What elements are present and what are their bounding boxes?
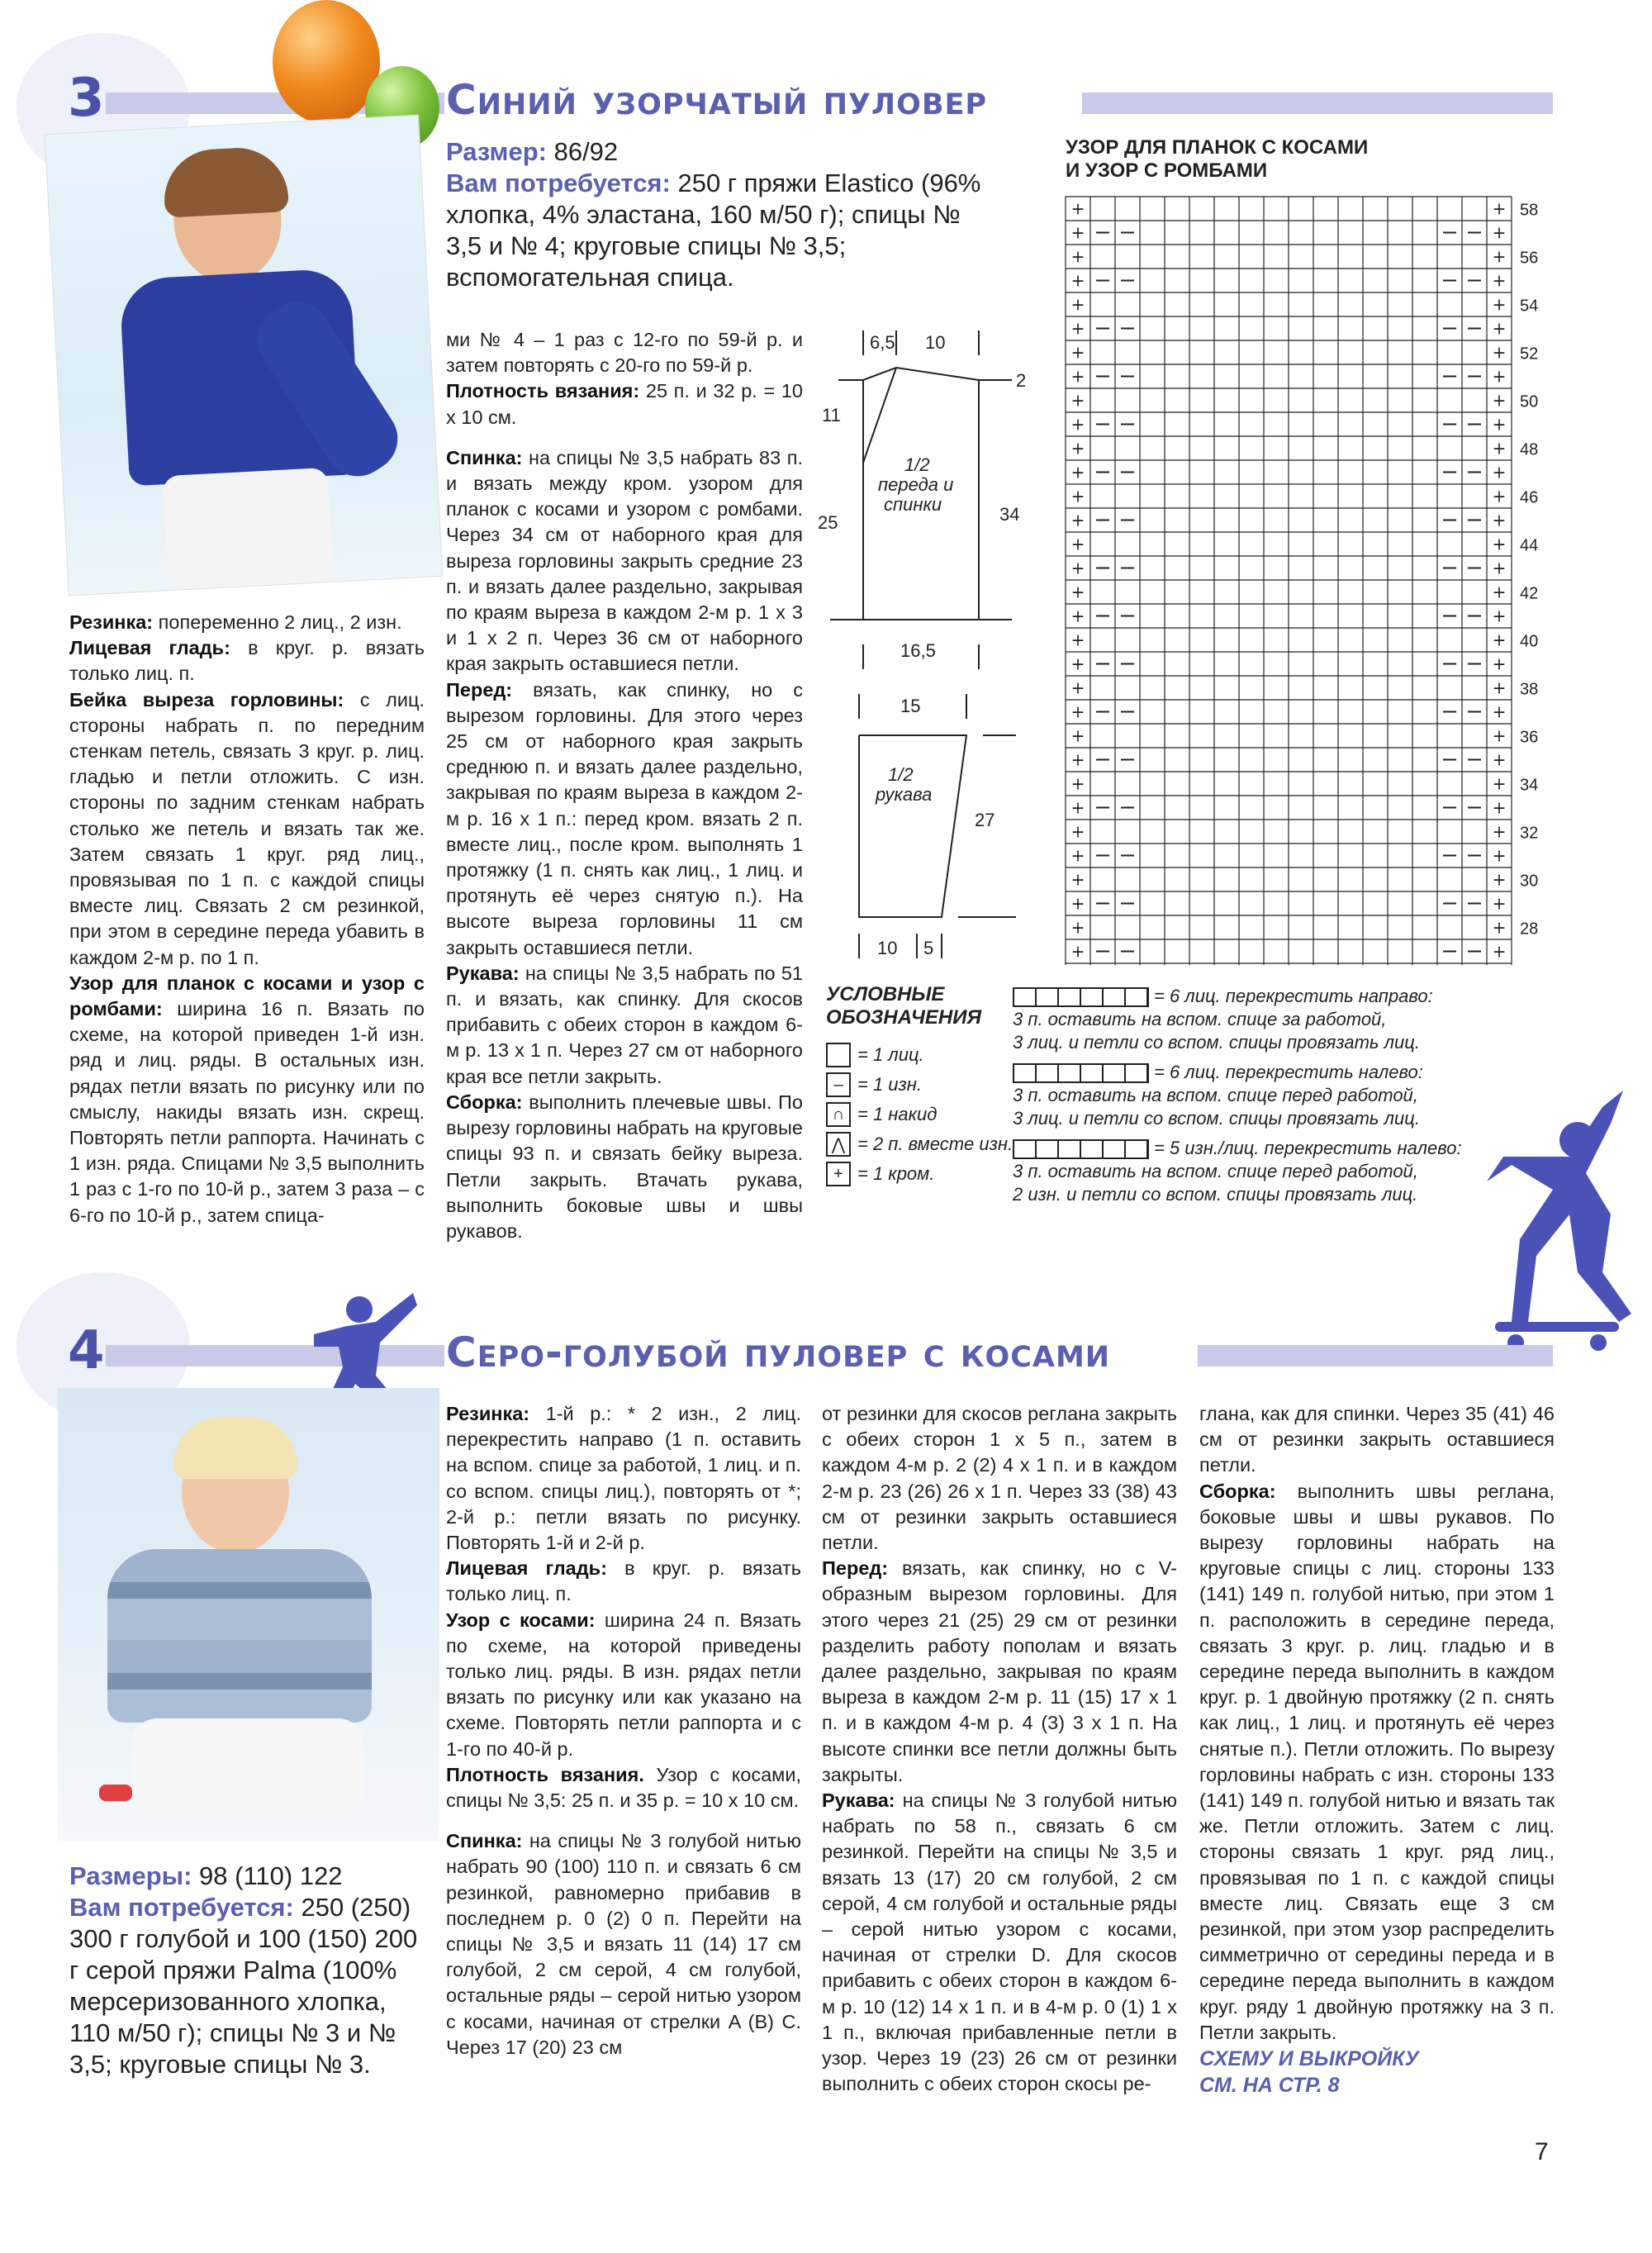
chart-row-label: 38 — [1520, 680, 1539, 699]
paragraph: Плотность вязания. Узор с косами, спицы № 3,5: 25 п. и 35 р. = 10 х 10 см. — [446, 1763, 801, 1812]
schematic-front — [814, 322, 1037, 669]
size-value: 98 (110) 122 — [192, 1861, 343, 1890]
chart-edge-stitch: + — [1070, 630, 1085, 650]
dim-h-neck: 11 — [822, 405, 841, 425]
chart-row-label: 40 — [1520, 632, 1539, 651]
paragraph: Резинка: попеременно 2 лиц., 2 изн. — [69, 611, 402, 633]
chart-edge-stitch: + — [1492, 318, 1507, 339]
schematic-sleeve — [851, 686, 1032, 967]
cross-legend-line: = 5 изн./лиц. перекрестить налево: — [1154, 1138, 1462, 1158]
section-bar-right — [1198, 1345, 1553, 1367]
chart-edge-stitch: + — [1070, 606, 1085, 626]
chart-edge-stitch: + — [1492, 558, 1507, 578]
chart-edge-stitch: + — [1492, 701, 1507, 722]
size-label: Размеры: — [69, 1861, 192, 1890]
cross-legend-line: 2 изн. и петли со вспом. спицы провязать лиц. — [1013, 1184, 1418, 1205]
dim-top: 15 — [900, 696, 921, 716]
chart-row-label: 56 — [1520, 249, 1539, 268]
chart-row-label: 54 — [1520, 297, 1539, 316]
chart-edge-stitch: + — [1070, 869, 1085, 890]
white-pants — [163, 468, 334, 592]
chart-edge-stitch: + — [1070, 510, 1085, 530]
chart-edge-stitch: + — [1070, 725, 1085, 746]
chart-edge-stitch: + — [1492, 725, 1507, 746]
legend-text: = 1 накид — [857, 1104, 938, 1124]
dim-bottom: 16,5 — [900, 640, 936, 661]
paragraph: Узор для планок с косами и узор с ромбами: ширина 16 п. Вязать по схеме, на которой приведен 1-й изн. ряд и лиц. ряды. В остальных изн. рядах петли вязать по рисунку или по смыслу, накиды вязать изн. скрещ. Повторять петли раппорта. Начинать с 1 изн. ряда. Спицами № 3,5 выполнить 1 раз с 1-го по 10-й р., затем 3 раза – с 6-го по 10-й р., затем спица- — [69, 972, 425, 1226]
chart-edge-stitch: + — [1492, 222, 1507, 243]
dim-w2: 10 — [925, 332, 946, 353]
chart-edge-stitch: + — [1492, 366, 1507, 387]
chart-edge-stitch: + — [1070, 342, 1085, 363]
legend-item — [826, 1102, 937, 1127]
legend-symbol-icon: ⋀ — [826, 1132, 851, 1157]
chart-edge-stitch: + — [1492, 534, 1507, 554]
paragraph: Плотность вязания: 25 п. и 32 р. = 10 х 10 см. — [446, 380, 803, 428]
schematic-label: 1/2 переда и спинки — [878, 454, 954, 515]
paragraph: Рукава: на спицы № 3 голубой нитью набрать по 58 п., связать 6 см резинкой. Перейти на спицы № 3,5 и вязать 13 (17) 20 см голубой, 2 см серой, 4 см голубой и остальные ряды – серой нитью узором с косами, начиная от стрелки D. Для скосов прибавить с обеих сторон в каждом 6-м р. 10 (12) 14 х 1 п. и в 4-м р. 0 (1) 1 х 1 п., включая прибавленные петли в узор. Через 19 (23) 26 см от резинки выполнить с обеих сторон скосы ре- — [822, 1790, 1177, 2095]
need-value: 250 (250) 300 г голубой и 100 (150) 200 г серой пряжи Palma (100% мерсеризованного хлопка, 110 м/50 г); спицы № 3 и № 3,5; круговые спицы № 3. — [69, 1893, 418, 2079]
skater-silhouette-icon — [1479, 1074, 1644, 1371]
chart-edge-stitch: + — [1492, 510, 1507, 530]
chart-edge-stitch: + — [1492, 270, 1507, 291]
chart-edge-stitch: + — [1070, 318, 1085, 339]
legend-symbol-icon: – — [826, 1072, 851, 1097]
page-number: 7 — [1535, 2138, 1549, 2165]
cross-legend-line: 3 лиц. и петли со вспом. спицы провязать лиц. — [1013, 1032, 1420, 1053]
chart-row-label: 46 — [1520, 488, 1539, 507]
cross-legend-line: 3 лиц. и петли со вспом. спицы провязать лиц. — [1013, 1108, 1420, 1129]
chart-edge-stitch: + — [1492, 845, 1507, 866]
cross-legend-line: 3 п. оставить на вспом. спице перед работой, — [1013, 1085, 1418, 1105]
dim-h-body: 25 — [818, 512, 838, 533]
schema-note: СХЕМУ И ВЫКРОЙКУ СМ. НА СТР. 8 — [1199, 2047, 1419, 2097]
legend-symbol-icon — [826, 1043, 851, 1067]
paragraph: Спинка: на спицы № 3 голубой нитью набрать 90 (100) 110 п. и связать 6 см резинкой, равномерно прибавив в последнем р. 0 (2) 0 п. Перейти на спицы № 3,5 и вязать 11 (14) 17 см голубой, 2 см серой, 4 см голубой, остальные ряды – серой нитью узором с косами, начиная от стрелки A (B) C. Через 17 (20) 23 см — [446, 1830, 801, 2058]
chart-edge-stitch: + — [1492, 294, 1507, 315]
paragraph: Лицевая гладь: в круг. р. вязать только лиц. п. — [446, 1557, 801, 1605]
paragraph: от резинки для скосов реглана закрыть с обеих сторон 1 х 5 п., затем в каждом 4-м р. 2 (2) 4 х 1 п. и в каждом 2-м р. 23 (26) 26 х 1 п. Через 33 (38) 43 см от резинки закрыть оставшиеся петли. — [822, 1403, 1177, 1554]
photo-blue-sweater — [45, 115, 444, 597]
chart-edge-stitch: + — [1070, 845, 1085, 866]
chart-edge-stitch: + — [1070, 797, 1085, 818]
white-pants — [132, 1718, 363, 1818]
chart-row-label: 36 — [1520, 728, 1539, 747]
pattern-heading: УЗОР ДЛЯ ПЛАНОК С КОСАМИ И УЗОР С РОМБАМИ — [1066, 136, 1369, 182]
chart-edge-stitch: + — [1070, 677, 1085, 698]
chart-edge-stitch: + — [1070, 270, 1085, 291]
legend-title: УСЛОВНЫЕ ОБОЗНАЧЕНИЯ — [826, 983, 981, 1029]
toy-car-icon — [99, 1785, 132, 1801]
paragraph: Сборка: выполнить швы реглана, боковые швы и швы рукавов. По вырезу горловины набрать на круговые спицы с лиц. стороны 133 (141) 149 п. голубой нитью, при этом 1 п. расположить в середине переда, связать 3 круг. р. лиц. гладью и в середине переда выполнить в каждом круг. р. 1 двойную протяжку (2 п. снять как лиц., 1 лиц. и протянуть её через снятые п.). Петли отложить. По вырезу горловины набрать с изн. стороны 133 (141) 149 п. голубой нитью и вязать так же. Петли отложить. Затем с лиц. стороны связать 1 круг. ряд лиц., провязывая по 1 п. с каждой спицы вместе лиц. Связать еще 3 см резинкой, при этом узор распределить симметрично от середины переда и в середине переда выполнить в каждом круг. ряду 1 двойную протяжку на 3 п. Петли закрыть. — [1199, 1480, 1555, 2043]
cable-symbol-icon — [1013, 1063, 1149, 1083]
chart-edge-stitch: + — [1070, 941, 1085, 962]
child-hair — [162, 145, 289, 218]
chart-edge-stitch: + — [1070, 701, 1085, 722]
chart-edge-stitch: + — [1492, 342, 1507, 363]
section-bar-right — [1082, 93, 1553, 114]
photo-grey-blue-sweater — [58, 1388, 439, 1841]
dim-b2: 5 — [923, 938, 934, 958]
chart-edge-stitch: + — [1492, 630, 1507, 650]
cross-legend-item — [1013, 985, 1433, 1054]
chart-edge-stitch: + — [1492, 677, 1507, 698]
paragraph: Перед: вязать, как спинку, но с V-образным вырезом горловины. Для этого через 21 (25) 29 см от резинки разделить работу пополам и вязать далее раздельно, закрывая по краям выреза в каждом 2-м р. 11 (15) 17 х 1 п. и в каждом 4-м р. 4 (3) 3 х 1 п. На высоте спинки все петли должны быть закрыты. — [822, 1557, 1177, 1785]
chart-edge-stitch: + — [1070, 294, 1085, 315]
dim-w1: 6,5 — [870, 332, 895, 353]
chart-row-label: 52 — [1520, 345, 1539, 364]
cross-legend-item — [1013, 1137, 1462, 1206]
chart-edge-stitch: + — [1070, 654, 1085, 674]
chart-edge-stitch: + — [1492, 390, 1507, 411]
chart-edge-stitch: + — [1070, 414, 1085, 435]
chart-edge-stitch: + — [1070, 486, 1085, 506]
paragraph: Резинка: 1-й р.: * 2 изн., 2 лиц. перекрестить направо (1 п. оставить на вспом. спице за работой, 1 лиц. и п. со вспом. спицы лиц.), повторять от *; 2-й р.: петли вязать по рисунку. Повторять 1-й и 2-й р. — [446, 1403, 801, 1554]
legend-text: = 1 лиц. — [857, 1044, 924, 1065]
legend-item — [826, 1162, 934, 1186]
section-number: 4 — [68, 1320, 105, 1381]
text-column-3 — [1199, 1401, 1555, 2046]
legend-item — [826, 1072, 922, 1097]
pattern-chart — [1049, 188, 1569, 965]
chart-row-label: 44 — [1520, 536, 1539, 555]
text-column-middle — [446, 327, 803, 1244]
chart-row-label: 28 — [1520, 920, 1539, 939]
dim-h-small: 2 — [1016, 370, 1027, 391]
need-label: Вам потребуется: — [69, 1893, 294, 1922]
chart-edge-stitch: + — [1070, 558, 1085, 578]
cable-symbol-icon — [1013, 1139, 1149, 1159]
chart-edge-stitch: + — [1492, 773, 1507, 794]
need-label: Вам потребуется: — [446, 169, 671, 197]
chart-row-label: 42 — [1520, 584, 1539, 603]
legend-text: = 2 п. вместе изн. — [857, 1134, 1014, 1154]
text-column-left — [69, 610, 425, 1229]
grey-blue-sweater — [107, 1549, 372, 1723]
chart-edge-stitch: + — [1492, 246, 1507, 267]
legend-text: = 1 кром. — [857, 1163, 935, 1184]
chart-edge-stitch: + — [1492, 797, 1507, 818]
chart-row-label: 32 — [1520, 824, 1539, 843]
chart-edge-stitch: + — [1070, 821, 1085, 842]
chart-row-label: 30 — [1520, 872, 1539, 891]
chart-edge-stitch: + — [1070, 438, 1085, 459]
chart-row-label: 48 — [1520, 440, 1539, 459]
chart-edge-stitch: + — [1492, 582, 1507, 602]
paragraph: Рукава: на спицы № 3,5 набрать по 51 п. и вязать, как спинку. Для скосов прибавить с обеих сторон в каждом 6-м р. 13 х 1 п. Через 27 см от наборного края все петли закрыть. — [446, 962, 803, 1087]
chart-edge-stitch: + — [1492, 414, 1507, 435]
legend-item — [826, 1043, 924, 1067]
chart-edge-stitch: + — [1492, 198, 1507, 219]
chart-edge-stitch: + — [1492, 917, 1507, 938]
chart-edge-stitch: + — [1070, 773, 1085, 794]
chart-edge-stitch: + — [1070, 893, 1085, 914]
chart-edge-stitch: + — [1070, 917, 1085, 938]
cross-legend-line: 3 п. оставить на вспом. спице перед работой, — [1013, 1161, 1418, 1181]
chart-edge-stitch: + — [1070, 222, 1085, 243]
cross-legend-item — [1013, 1061, 1423, 1130]
section-title: Серо-голубой пуловер с косами — [446, 1329, 1111, 1376]
paragraph: глана, как для спинки. Через 35 (41) 46 см от резинки закрыть оставшиеся петли. — [1199, 1403, 1555, 1476]
text-column-1 — [446, 1401, 801, 2060]
chart-edge-stitch: + — [1070, 366, 1085, 387]
paragraph: Лицевая гладь: в круг. р. вязать только лиц. п. — [69, 637, 425, 685]
cross-legend-line: = 6 лиц. перекрестить направо: — [1154, 986, 1433, 1006]
legend-item — [826, 1132, 1013, 1157]
chart-edge-stitch: + — [1492, 438, 1507, 459]
chart-row-label: 58 — [1520, 201, 1539, 220]
text-column-2 — [822, 1401, 1177, 2097]
chart-edge-stitch: + — [1492, 749, 1507, 770]
dim-b1: 10 — [877, 938, 898, 958]
chart-row-label: 34 — [1520, 776, 1539, 795]
chart-edge-stitch: + — [1492, 462, 1507, 482]
sleeve-label: 1/2 рукава — [876, 764, 933, 805]
cross-legend-line: = 6 лиц. перекрестить налево: — [1154, 1062, 1423, 1082]
size-label: Размер: — [446, 137, 547, 166]
intro-block — [69, 1861, 433, 2080]
chart-edge-stitch: + — [1070, 390, 1085, 411]
paragraph: Перед: вязать, как спинку, но с вырезом горловины. Для этого через 25 см от наборного края закрыть среднюю п. и вязать далее раздельно, закрывая по краям выреза в каждом 2-м р. 16 х 1 п.: перед кром. вязать 2 п. вместе лиц., после кром. выполнять 1 протяжку (1 п. снять как лиц., 1 лиц. и протянуть её через снятую п.). На высоте выреза горловины 11 см закрыть оставшиеся петли. — [446, 678, 803, 958]
chart-edge-stitch: + — [1492, 486, 1507, 506]
need-value: 250 г пряжи Elastico (96% хлопка, 4% эластана, 160 м/50 г); спицы № 3,5 и № 4; круговые спицы № 3,5; вспомогательная спица. — [446, 169, 981, 292]
balloon-orange-icon — [273, 0, 380, 124]
legend-symbol-icon: ∩ — [826, 1102, 851, 1127]
legend-text: = 1 изн. — [857, 1074, 922, 1095]
paragraph: Бейка выреза горловины: с лиц. стороны набрать п. по передним стенкам петель, связать 3 круг. р. лиц. гладью и петли отложить. С изн. стороны по задним стенкам набрать столько же петель и вязать так же. Затем связать 1 круг. ряд лиц., провязывая по 1 п. с каждой спицы вместе лиц. Связать 2 см резинкой, при этом в середине переда убавить в каждом 2-м р. по 1 п. — [69, 688, 425, 968]
legend-symbol-icon: + — [826, 1162, 851, 1186]
paragraph: Узор с косами: ширина 24 п. Вязать по схеме, на которой приведены только лиц. ряды. В изн. рядах петли вязать по рисунку или как указано на схеме. Повторять петли раппорта и с 1-го по 40-й р. — [446, 1609, 801, 1760]
paragraph: Спинка: на спицы № 3,5 набрать 83 п. и вязать между кром. узором для планок с косами и узором с ромбами. Через 34 см от наборного края для выреза горловины закрыть средние 23 п. и вязать далее раздельно, закрывая по краям выреза в каждом 2-м р. 1 х 3 и 1 х 2 п. Через 36 см от наборного края закрыть оставшиеся петли. — [446, 446, 803, 675]
chart-edge-stitch: + — [1070, 749, 1085, 770]
paragraph: ми № 4 – 1 раз с 12-го по 59-й р. и затем повторять с 20-го по 59-й р. — [446, 329, 803, 377]
chart-edge-stitch: + — [1492, 606, 1507, 626]
chart-edge-stitch: + — [1492, 821, 1507, 842]
chart-edge-stitch: + — [1492, 893, 1507, 914]
dim-h-total: 34 — [999, 504, 1020, 525]
child-hair — [173, 1417, 297, 1479]
chart-edge-stitch: + — [1070, 462, 1085, 482]
chart-edge-stitch: + — [1492, 654, 1507, 674]
intro-block — [446, 136, 983, 293]
cross-legend-line: 3 п. оставить на вспом. спице за работой, — [1013, 1009, 1387, 1029]
size-value: 86/92 — [546, 137, 619, 166]
chart-edge-stitch: + — [1070, 246, 1085, 267]
chart-edge-stitch: + — [1070, 198, 1085, 219]
chart-row-label: 50 — [1520, 392, 1539, 411]
chart-edge-stitch: + — [1492, 941, 1507, 962]
cable-symbol-icon — [1013, 987, 1149, 1007]
section-number: 3 — [68, 68, 105, 129]
chart-edge-stitch: + — [1070, 534, 1085, 554]
paragraph: Сборка: выполнить плечевые швы. По вырезу горловины набрать на круговые спицы 93 п. и связать бейку выреза. Петли закрыть. Втачать рукава, выполнить боковые швы и швы рукавов. — [446, 1091, 803, 1242]
chart-edge-stitch: + — [1070, 582, 1085, 602]
dim-height: 27 — [975, 810, 995, 830]
section-title: Синий узорчатый пуловер — [446, 76, 988, 124]
chart-edge-stitch: + — [1492, 869, 1507, 890]
